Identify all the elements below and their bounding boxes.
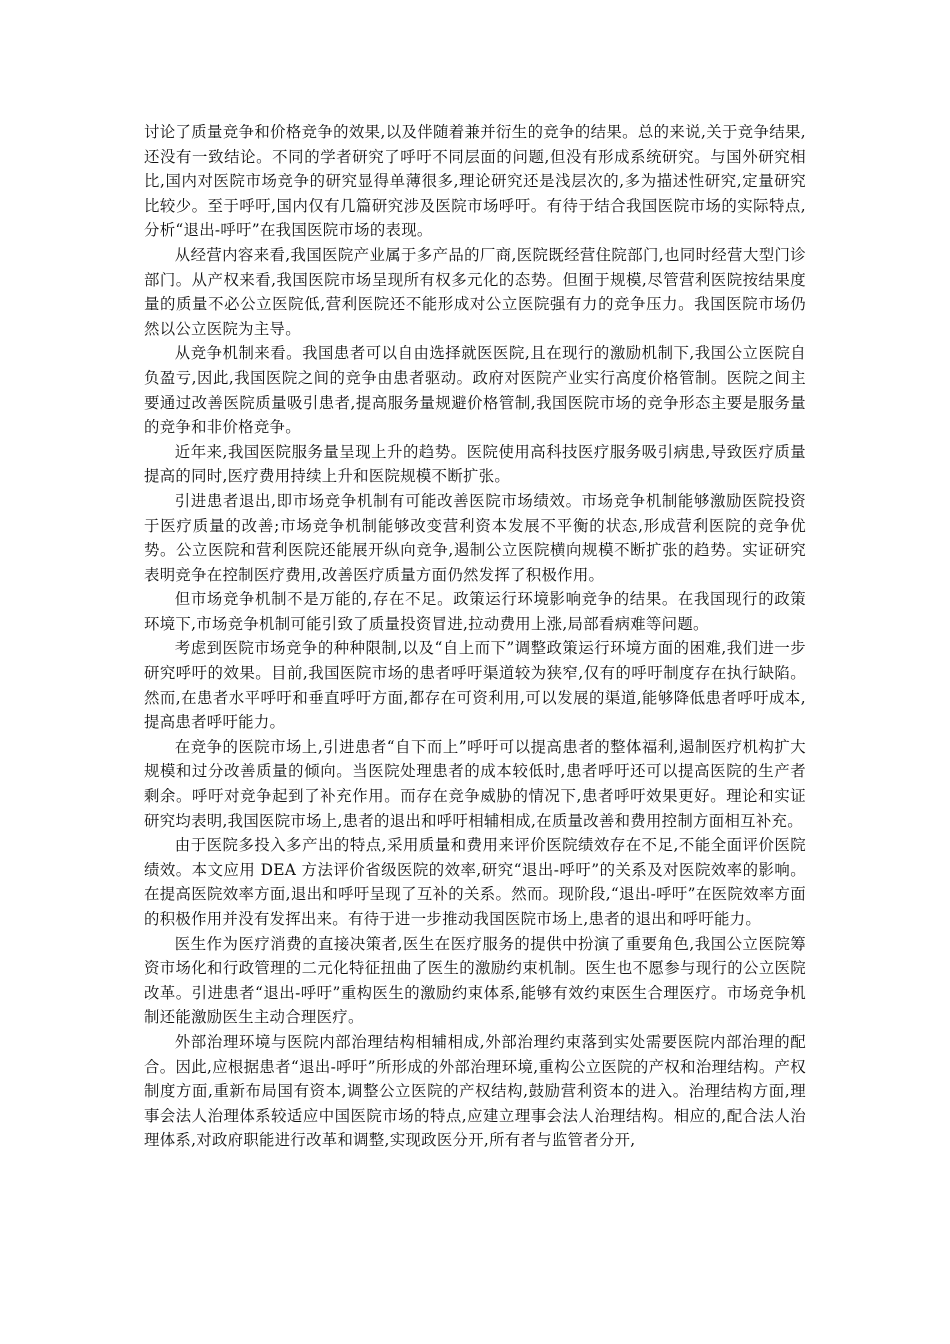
paragraph-2: 从经营内容来看,我国医院产业属于多产品的厂商,医院既经营住院部门,也同时经营大型门诊部门。从产权来看,我国医院市场呈现所有权多元化的态势。但囿于规模,尽管营利医院按结果度量的质量不必公立医院低,营利医院还不能形成对公立医院强有力的竞争压力。我国医院市场仍然以公立医院为主导。 bbox=[144, 245, 806, 338]
paragraph-4: 近年来,我国医院服务量呈现上升的趋势。医院使用高科技医疗服务吸引病患,导致医疗质量提高的同时,医疗费用持续上升和医院规模不断扩张。 bbox=[144, 442, 806, 486]
paragraph-6: 但市场竞争机制不是万能的,存在不足。政策运行环境影响竞争的结果。在我国现行的政策环境下,市场竞争机制可能引致了质量投资冒进,拉动费用上涨,局部看病难等问题。 bbox=[144, 590, 806, 633]
document-body bbox=[144, 120, 806, 1153]
paragraph-10: 医生作为医疗消费的直接决策者,医生在医疗服务的提供中扮演了重要角色,我国公立医院筹资市场化和行政管理的二元化特征扭曲了医生的激励约束机制。医生也不愿参与现行的公立医院改革。引进患者“退出-呼吁”重构医生的激励约束体系,能够有效约束医生合理医疗。市场竞争机制还能激励医生主动合理医疗。 bbox=[144, 934, 806, 1027]
paragraph-8: 在竞争的医院市场上,引进患者“自下而上”呼吁可以提高患者的整体福利,遏制医疗机构扩大规模和过分改善质量的倾向。当医院处理患者的成本较低时,患者呼吁还可以提高医院的生产者剩余。呼吁对竞争起到了补充作用。而存在竞争威胁的情况下,患者呼吁效果更好。理论和实证研究均表明,我国医院市场上,患者的退出和呼吁相辅相成,在质量改善和费用控制方面相互补充。 bbox=[144, 737, 806, 830]
paragraph-11: 外部治理环境与医院内部治理结构相辅相成,外部治理约束落到实处需要医院内部治理的配合。因此,应根据患者“退出-呼吁”所形成的外部治理环境,重构公立医院的产权和治理结构。产权制度方面,重新布局国有资本,调整公立医院的产权结构,鼓励营利资本的进入。治理结构方面,理事会法人治理体系较适应中国医院市场的特点,应建立理事会法人治理结构。相应的,配合法人治理体系,对政府职能进行改革和调整,实现政医分开,所有者与监管者分开, bbox=[144, 1032, 806, 1150]
paragraph-1: 讨论了质量竞争和价格竞争的效果,以及伴随着兼并衍生的竞争的结果。总的来说,关于竞争结果,还没有一致结论。不同的学者研究了呼吁不同层面的问题,但没有形成系统研究。与国外研究相比,国内对医院市场竞争的研究显得单薄很多,理论研究还是浅层次的,多为描述性研究,定量研究比较少。至于呼吁,国内仅有几篇研究涉及医院市场呼吁。有待于结合我国医院市场的实际特点,分析“退出-呼吁”在我国医院市场的表现。 bbox=[144, 123, 806, 240]
paragraph-9: 由于医院多投入多产出的特点,采用质量和费用来评价医院绩效存在不足,不能全面评价医院绩效。本文应用 DEA 方法评价省级医院的效率,研究“退出-呼吁”的关系及对医院效率的影响。在提高医院效率方面,退出和呼吁呈现了互补的关系。然而。现阶段,“退出-呼吁”在医院效率方面的积极作用并没有发挥出来。有待于进一步推动我国医院市场上,患者的退出和呼吁能力。 bbox=[144, 836, 806, 928]
paragraph-7: 考虑到医院市场竞争的种种限制,以及“自上而下”调整政策运行环境方面的困难,我们进一步研究呼吁的效果。目前,我国医院市场的患者呼吁渠道较为狭窄,仅有的呼吁制度存在执行缺陷。然而,在患者水平呼吁和垂直呼吁方面,都存在可资利用,可以发展的渠道,能够降低患者呼吁成本,提高患者呼吁能力。 bbox=[144, 639, 806, 732]
paragraph-5: 引进患者退出,即市场竞争机制有可能改善医院市场绩效。市场竞争机制能够激励医院投资于医疗质量的改善;市场竞争机制能够改变营利资本发展不平衡的状态,形成营利医院的竞争优势。公立医院和营利医院还能展开纵向竞争,遏制公立医院横向规模不断扩张的趋势。实证研究表明竞争在控制医疗费用,改善医疗质量方面仍然发挥了积极作用。 bbox=[144, 491, 806, 584]
paragraph-3: 从竞争机制来看。我国患者可以自由选择就医医院,且在现行的激励机制下,我国公立医院自负盈亏,因此,我国医院之间的竞争由患者驱动。政府对医院产业实行高度价格管制。医院之间主要通过改善医院质量吸引患者,提高服务量规避价格管制,我国医院市场的竞争形态主要是服务量的竞争和非价格竞争。 bbox=[144, 344, 806, 437]
